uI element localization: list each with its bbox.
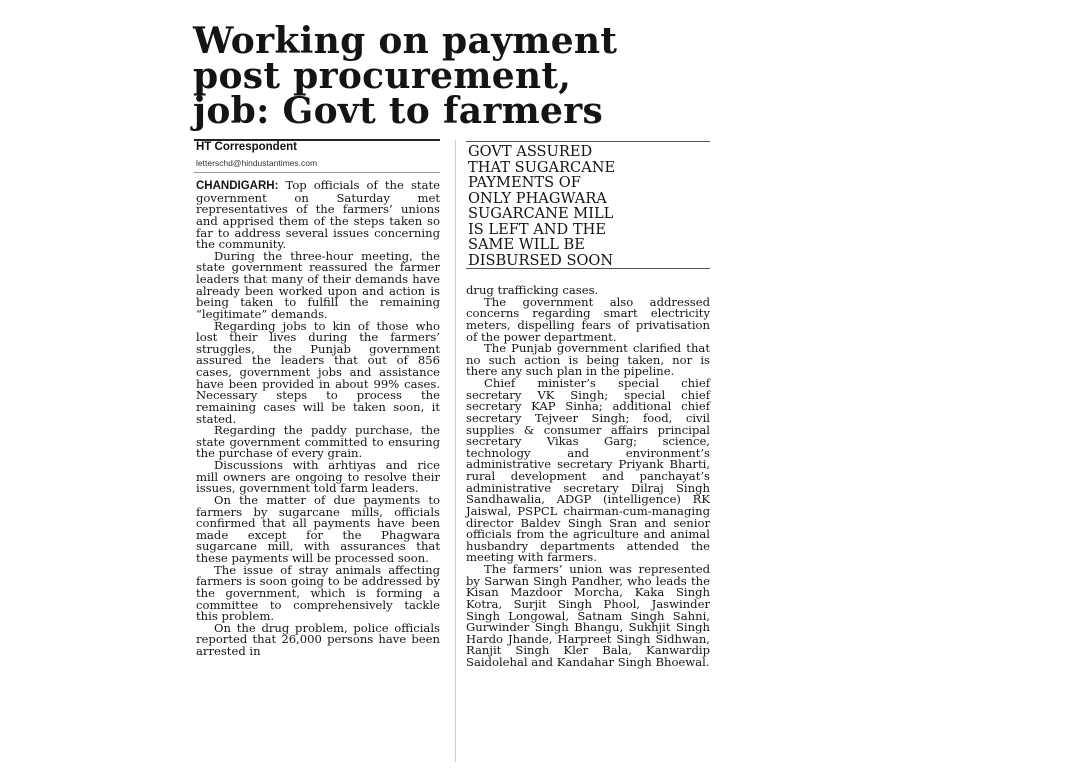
paragraph-text: Top officials of the state government on Saturday met representatives of the farmers’ unions and apprised them of the steps taken so far to address several issues concerning the community. xyxy=(196,178,440,252)
divider xyxy=(194,172,440,173)
paragraph: The Punjab government clarified that no such action is being taken, nor is there any such plan in the pipeline. xyxy=(466,341,710,379)
byline: HT Correspondent xyxy=(196,141,297,153)
body-column-1 xyxy=(196,180,440,658)
paragraph: The issue of stray animals affecting farmers is soon going to be addressed by the government, which is forming a committee to comprehensively tackle this problem. xyxy=(196,562,440,624)
paragraph: Regarding the paddy purchase, the state government committed to ensuring the purchase of every grain. xyxy=(196,423,440,461)
paragraph: On the matter of due payments to farmers by sugarcane mills, officials confirmed that all payments have been made except for the Phagwara sugarcane mill, with assurances that these payments will be processed soon. xyxy=(196,492,440,565)
paragraph: On the drug problem, police officials reported that 26,000 persons have been arrested in xyxy=(196,620,440,658)
headline-line: job: Govt to farmers xyxy=(193,90,604,132)
column-divider xyxy=(455,140,456,762)
paragraph xyxy=(196,180,440,251)
headline xyxy=(193,20,733,132)
paragraph: Regarding jobs to kin of those who lost their lives during the farmers’ struggles, the Punjab government assured the leaders that out of 856 cases, government jobs and assistance have been provided in about 99% cases. Necessary steps to process the remaining cases will be taken soon, it stated. xyxy=(196,318,440,426)
author-email: letterschd@hindustantimes.com xyxy=(196,158,318,168)
headline-line: Working on payment xyxy=(193,20,618,62)
paragraph: Chief minister’s special chief secretary VK Singh; special chief secretary KAP Sinha; additional chief secretary Tejveer Singh; food, civil supplies & consumer affairs principal secretary Vikas Garg; science, technology and environment’s administrative secretary Priyank Bharti, rural development and panchayat’s administrative secretary Dilraj Singh Sandhawalia, ADGP (intelligence) RK Jaiswal, PSPCL chairman-cum-managing director Baldev Singh Sran and senior officials from the agriculture and animal husbandry departments attended the meeting with farmers. xyxy=(466,376,710,565)
paragraph: Discussions with arhtiyas and rice mill owners are ongoing to resolve their issues, government told farm leaders. xyxy=(196,458,440,496)
paragraph: The government also addressed concerns regarding smart electricity meters, dispelling fears of privatisation of the power department. xyxy=(466,294,710,344)
paragraph: During the three-hour meeting, the state government reassured the farmer leaders that many of their demands have already been worked upon and action is being taken to fulfill the remaining “legitimate” demands. xyxy=(196,248,440,321)
pullquote-rule-top xyxy=(466,141,710,142)
pullquote-rule-bottom xyxy=(466,268,710,269)
paragraph: The farmers’ union was represented by Sarwan Singh Pandher, who leads the Kisan Mazdoor Morcha, Kaka Singh Kotra, Surjit Singh Phool, Jaswinder Singh Longowal, Satnam Singh Sahni, Gurwinder Singh Bhangu, Sukhjit Singh Hardo Jhande, Harpreet Singh Sidhwan, Ranjit Singh Kler Bala, Kanwardip Saidolehal and Kandahar Singh Bhoewal. xyxy=(466,562,710,669)
body-column-2 xyxy=(466,285,710,669)
dateline: CHANDIGARH: xyxy=(196,180,279,192)
headline-line: post procurement, xyxy=(193,55,572,97)
pullquote: GOVT ASSURED THAT SUGARCANE PAYMENTS OF ONLY PHAGWARA SUGARCANE MILL IS LEFT AND THE SAME WILL BE DISBURSED SOON xyxy=(468,143,616,269)
paragraph: drug trafficking cases. xyxy=(466,283,599,297)
